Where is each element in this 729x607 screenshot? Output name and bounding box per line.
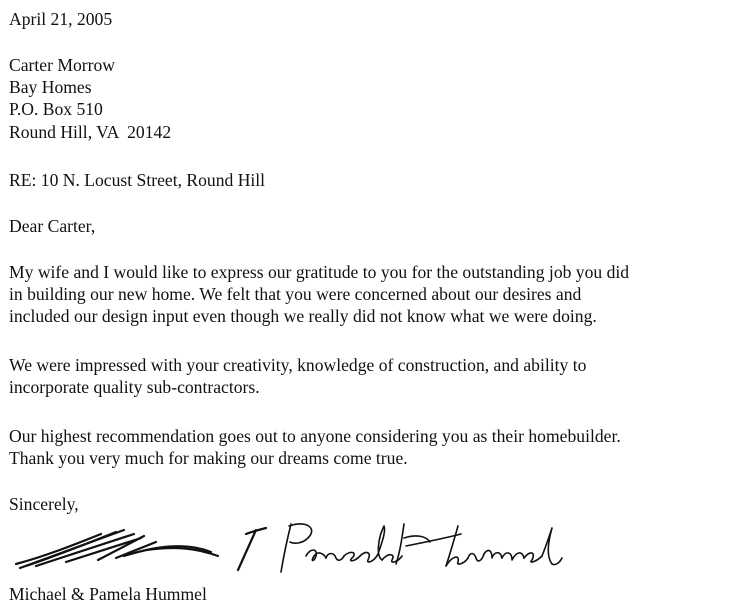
letter-date: April 21, 2005 [9, 9, 113, 29]
paragraph-1-line-2: in building our new home. We felt that you were concerned about our desires and [9, 284, 582, 304]
paragraph-1-line-1: My wife and I would like to express our gratitude to you for the outstanding job you did [9, 262, 630, 282]
paragraph-2-line-1: We were impressed with your creativity, knowledge of construction, and ability to [9, 355, 587, 375]
paragraph-3-line-2: Thank you very much for making our dreams come true. [9, 448, 408, 468]
closing: Sincerely, [9, 494, 79, 514]
recipient-address-line-1: P.O. Box 510 [9, 99, 103, 119]
paragraph-1-line-3: included our design input even though we really did not know what we were doing. [9, 306, 597, 326]
recipient-company: Bay Homes [9, 77, 92, 97]
signature-pamela [281, 524, 562, 572]
letter-subject: RE: 10 N. Locust Street, Round Hill [9, 170, 266, 190]
signature-michael [16, 528, 266, 570]
signers-name: Michael & Pamela Hummel [9, 584, 207, 604]
paragraph-2-line-2: incorporate quality sub-contractors. [9, 377, 260, 397]
recipient-name: Carter Morrow [9, 55, 116, 75]
salutation: Dear Carter, [9, 216, 96, 236]
paragraph-3-line-1: Our highest recommendation goes out to anyone considering you as their homebuilder. [9, 426, 621, 446]
handwritten-signature [6, 516, 566, 580]
recipient-address-line-2: Round Hill, VA 20142 [9, 122, 172, 142]
